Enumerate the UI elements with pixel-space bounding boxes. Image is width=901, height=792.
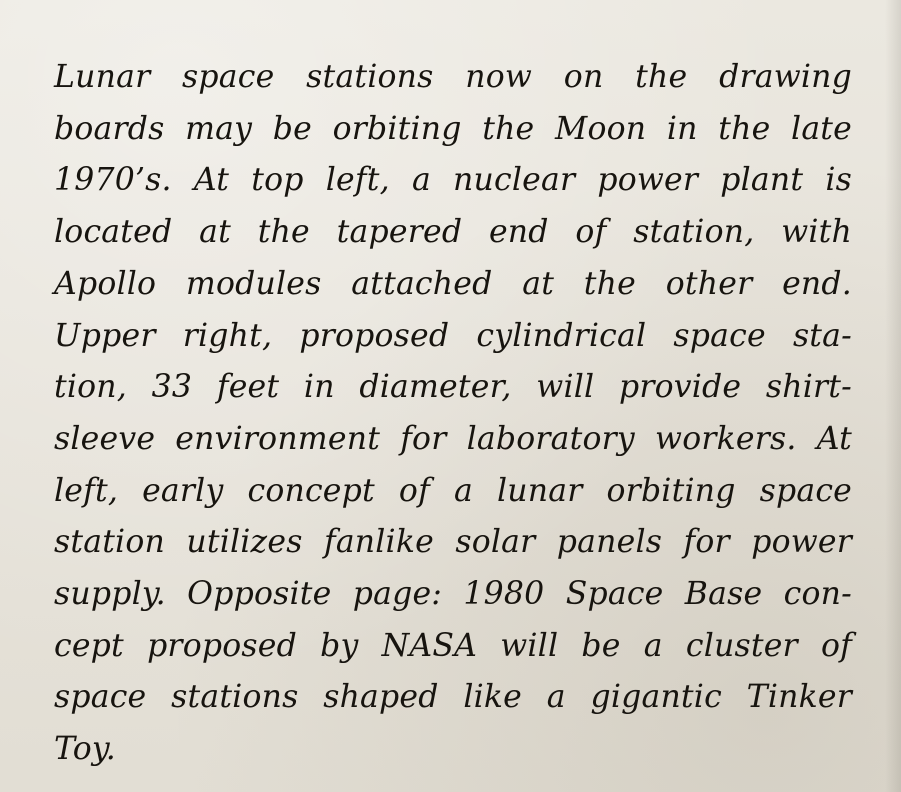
caption-line: left, early concept of a lunar orbiting space xyxy=(54,472,852,509)
caption-line: cept proposed by NASA will be a cluster of xyxy=(54,627,852,664)
caption-line: space stations shaped like a gigantic Tinker xyxy=(54,679,852,716)
page-edge-shadow xyxy=(885,0,901,792)
caption-line: Lunar space stations now on the drawing xyxy=(54,59,852,95)
caption-line: Toy. xyxy=(54,731,116,768)
caption-paragraph xyxy=(54,52,852,776)
caption-line: 1970’s. At top left, a nuclear power plant is xyxy=(54,162,852,199)
caption-line: Upper right, proposed cylindrical space sta- xyxy=(54,317,852,354)
caption-line: supply. Opposite page: 1980 Space Base con- xyxy=(54,576,852,613)
caption-line: located at the tapered end of station, with xyxy=(54,214,852,251)
caption-line: boards may be orbiting the Moon in the late xyxy=(54,110,852,147)
caption-line: Apollo modules attached at the other end. xyxy=(54,265,852,302)
caption-line: station utilizes fanlike solar panels for power xyxy=(54,524,852,561)
caption-line: tion, 33 feet in diameter, will provide shirt- xyxy=(54,369,852,406)
caption-line: sleeve environment for laboratory workers. At xyxy=(54,420,852,457)
